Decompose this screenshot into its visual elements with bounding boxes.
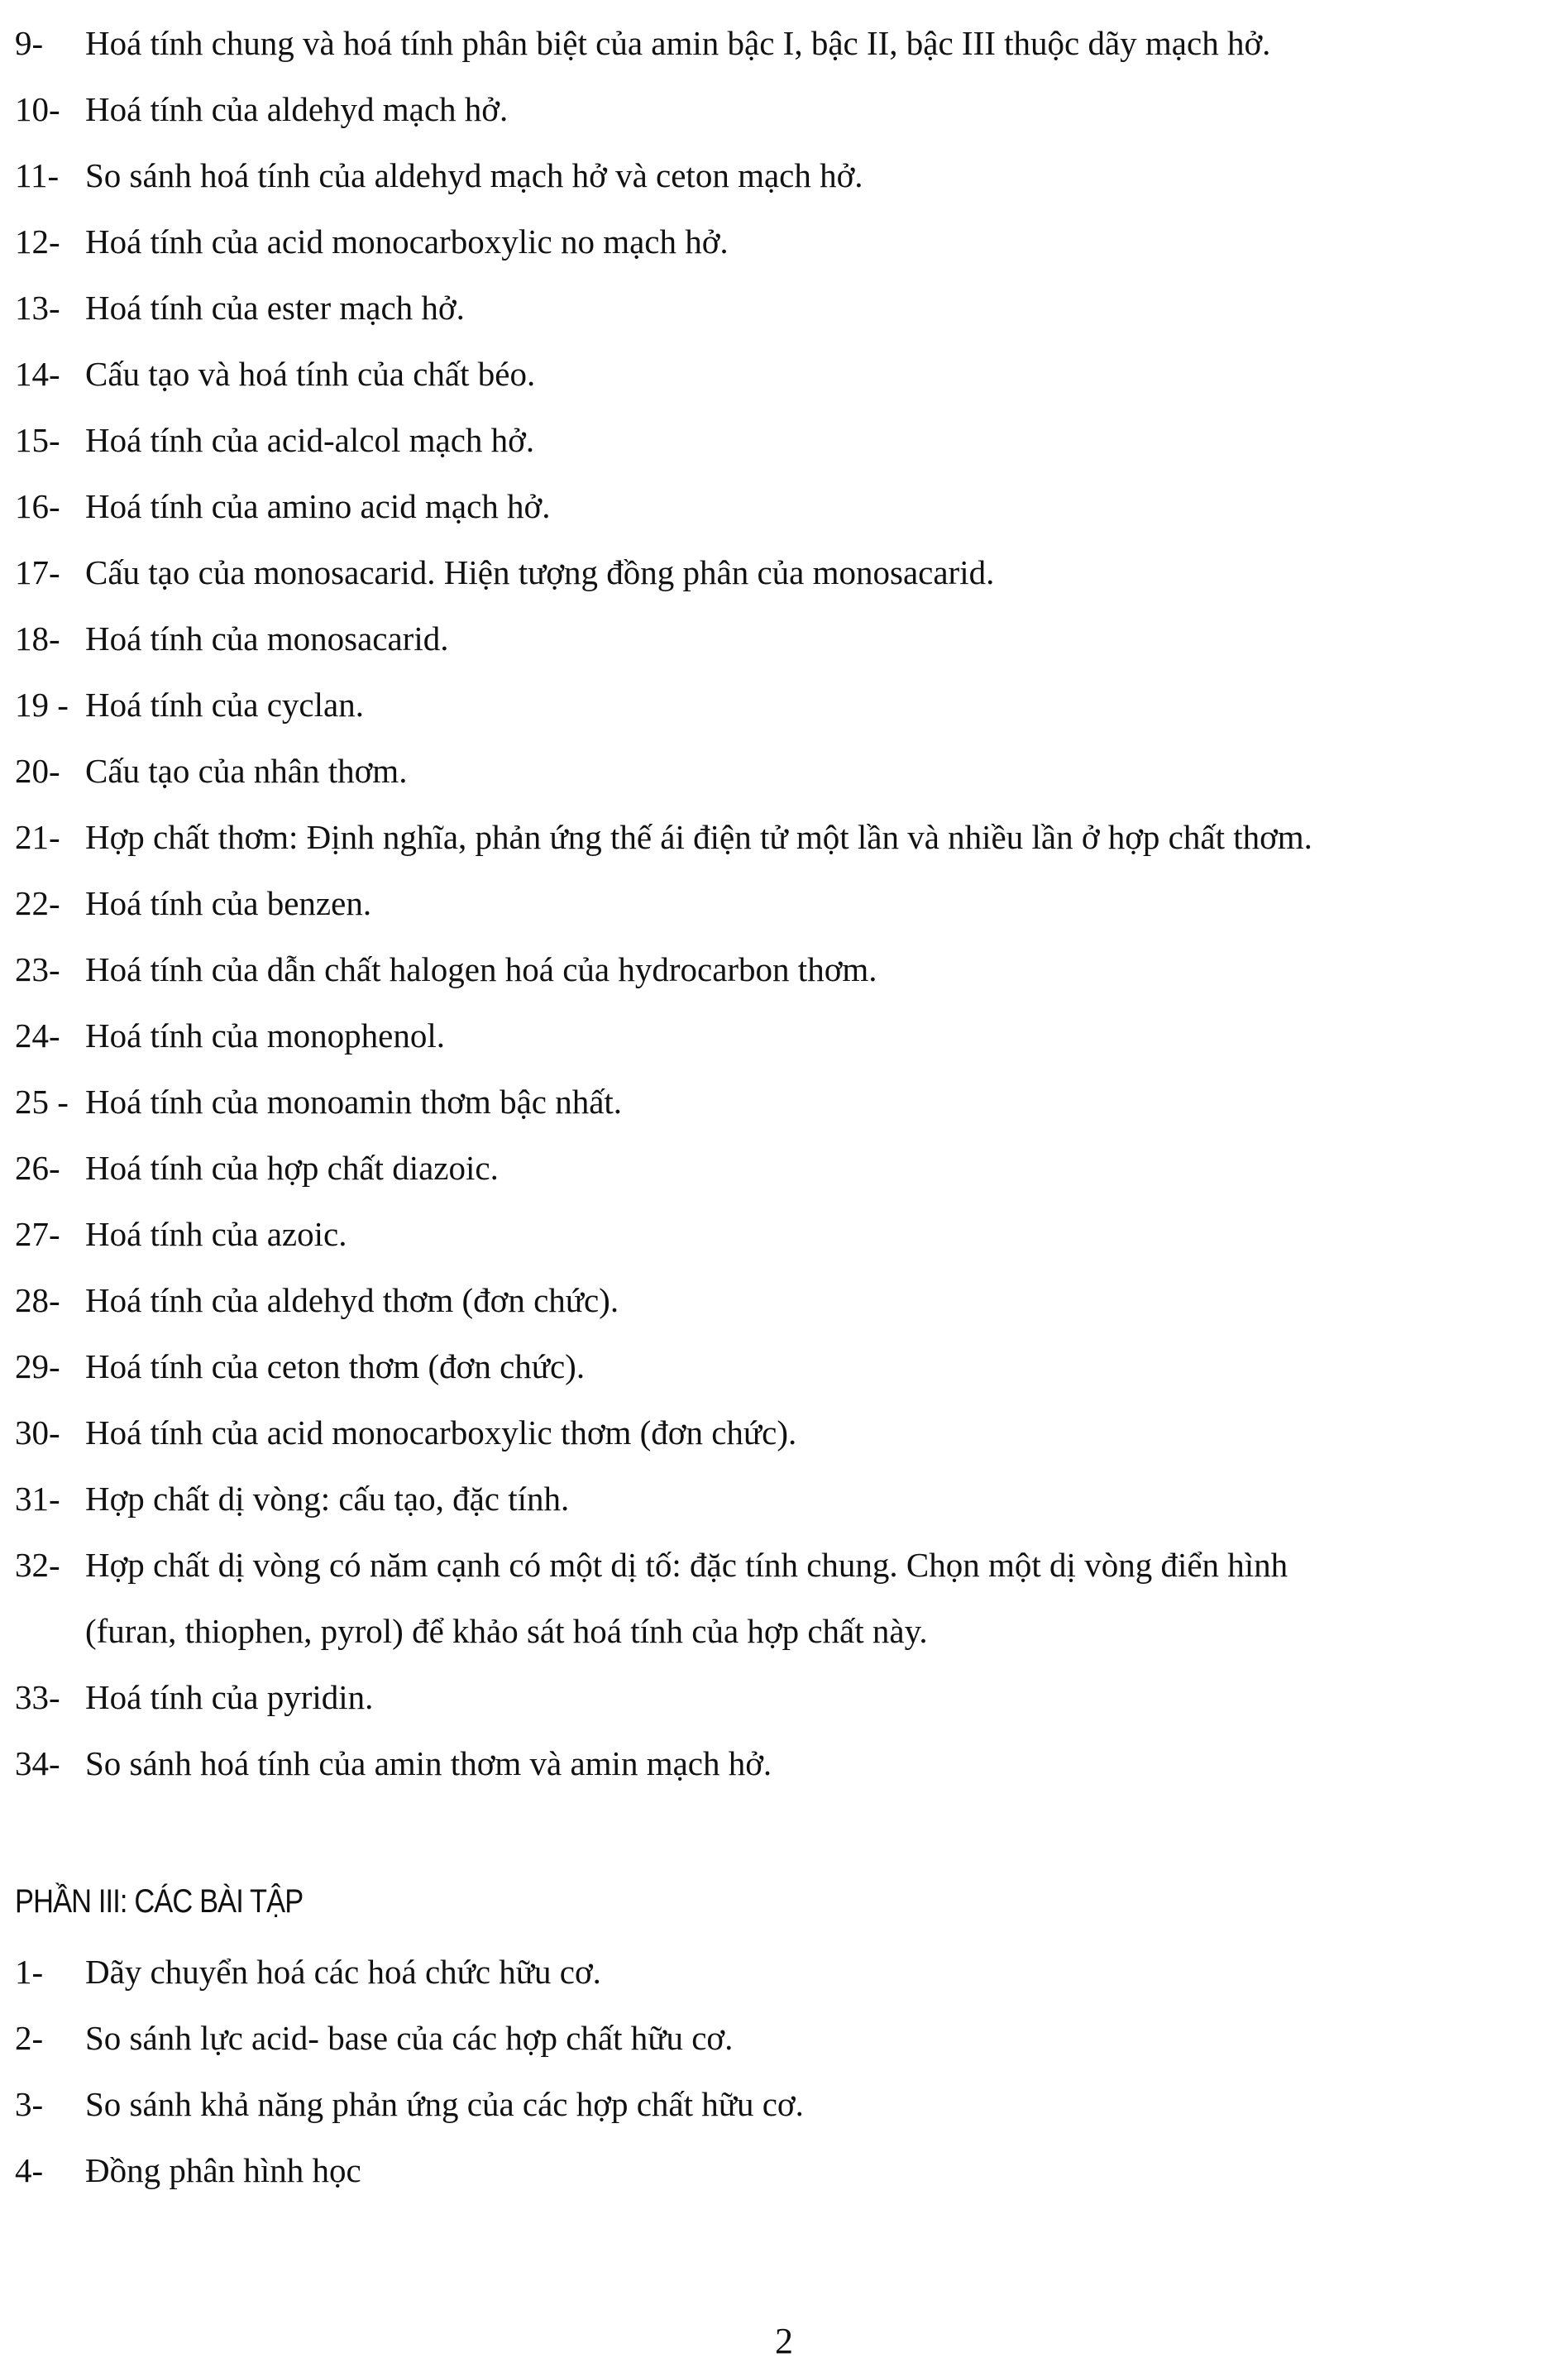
item-text: Hoá tính của monosacarid.	[85, 619, 449, 658]
list-item	[15, 142, 1561, 208]
item-text: Hoá tính của acid-alcol mạch hở.	[85, 421, 535, 459]
item-text: So sánh hoá tính của aldehyd mạch hở và ceton mạch hở.	[85, 156, 863, 194]
list-item-continuation: (furan, thiophen, pyrol) để khảo sát hoá tính của hợp chất này.	[85, 1612, 928, 1650]
item-text: Hoá tính của aldehyd thơm (đơn chức).	[85, 1281, 619, 1319]
topic-list	[15, 10, 1561, 1796]
item-text: Hợp chất dị vòng: cấu tạo, đặc tính.	[85, 1480, 570, 1518]
item-number: 31-	[15, 1480, 60, 1518]
item-text: Hoá tính chung và hoá tính phân biệt của amin bậc I, bậc II, bậc III thuộc dãy mạch hở.	[85, 24, 1271, 62]
item-number: 18-	[15, 619, 60, 658]
item-number: 19 -	[15, 686, 69, 724]
list-item	[15, 1730, 1561, 1796]
item-number: 25 -	[15, 1083, 69, 1121]
list-item	[15, 407, 1561, 473]
list-item	[15, 539, 1561, 605]
list-item	[15, 1267, 1561, 1333]
item-number: 16-	[15, 487, 60, 525]
item-number: 22-	[15, 884, 60, 922]
list-item	[15, 2071, 1561, 2137]
item-text: Hoá tính của monophenol.	[85, 1016, 445, 1055]
item-text: Hoá tính của dẫn chất halogen hoá của hydrocarbon thơm.	[85, 950, 877, 988]
item-text: Hoá tính của acid monocarboxylic no mạch hở.	[85, 222, 729, 261]
item-number: 29-	[15, 1347, 60, 1385]
item-text: Hoá tính của ceton thơm (đơn chức).	[85, 1347, 586, 1385]
list-item	[15, 1399, 1561, 1466]
item-text: Hợp chất dị vòng có năm cạnh có một dị tố: đặc tính chung. Chọn một dị vòng điển hình	[85, 1546, 1288, 1584]
list-item	[15, 1002, 1561, 1069]
exercise-list	[15, 1939, 1561, 2203]
list-item	[15, 804, 1561, 870]
item-text: Hoá tính của acid monocarboxylic thơm (đơn chức).	[85, 1413, 797, 1452]
item-number: 4-	[15, 2151, 44, 2189]
item-text: Cấu tạo và hoá tính của chất béo.	[85, 355, 536, 393]
item-text: Hoá tính của monoamin thơm bậc nhất.	[85, 1083, 623, 1121]
item-text: Hoá tính của hợp chất diazoic.	[85, 1149, 499, 1187]
item-text: Hợp chất thơm: Định nghĩa, phản ứng thế ái điện tử một lần và nhiều lần ở hợp chất thơm.	[85, 818, 1312, 856]
item-text: Cấu tạo của monosacarid. Hiện tượng đồng phân của monosacarid.	[85, 553, 995, 591]
item-number: 14-	[15, 355, 60, 393]
list-item	[15, 672, 1561, 738]
item-text: Hoá tính của aldehyd mạch hở.	[85, 90, 509, 128]
list-item	[15, 1135, 1561, 1201]
list-item	[15, 738, 1561, 804]
item-text: Hoá tính của benzen.	[85, 884, 372, 922]
item-number: 10-	[15, 90, 60, 128]
item-text: Hoá tính của pyridin.	[85, 1678, 374, 1716]
item-text: Hoá tính của ester mạch hở.	[85, 289, 465, 327]
item-text: So sánh khả năng phản ứng của các hợp chất hữu cơ.	[85, 2085, 804, 2123]
list-item	[15, 2005, 1561, 2071]
item-text: Hoá tính của amino acid mạch hở.	[85, 487, 551, 525]
item-text: So sánh hoá tính của amin thơm và amin mạch hở.	[85, 1744, 772, 1782]
item-number: 3-	[15, 2085, 44, 2123]
list-item	[15, 275, 1561, 341]
list-item	[15, 1069, 1561, 1135]
list-item	[15, 1201, 1561, 1267]
item-number: 30-	[15, 1413, 60, 1452]
item-number: 34-	[15, 1744, 60, 1782]
list-item	[15, 1532, 1561, 1598]
item-number: 21-	[15, 818, 60, 856]
list-item	[15, 10, 1561, 76]
list-item	[15, 2137, 1561, 2203]
item-text: Cấu tạo của nhân thơm.	[85, 752, 408, 790]
item-number: 13-	[15, 289, 60, 327]
item-number: 33-	[15, 1678, 60, 1716]
list-item	[15, 341, 1561, 407]
item-number: 15-	[15, 421, 60, 459]
list-item	[15, 870, 1561, 936]
item-number: 12-	[15, 222, 60, 261]
list-item	[15, 208, 1561, 275]
list-item	[15, 473, 1561, 539]
list-item	[15, 76, 1561, 142]
list-item	[15, 936, 1561, 1002]
page-number: 2	[775, 2321, 793, 2361]
item-number: 27-	[15, 1215, 60, 1253]
item-number: 20-	[15, 752, 60, 790]
item-number: 1-	[15, 1953, 44, 1991]
item-number: 17-	[15, 553, 60, 591]
list-item	[15, 605, 1561, 672]
item-number: 2-	[15, 2019, 44, 2057]
item-number: 11-	[15, 156, 60, 194]
item-number: 32-	[15, 1546, 60, 1584]
item-text: Hoá tính của cyclan.	[85, 686, 364, 724]
list-item	[15, 1333, 1561, 1399]
section-heading: PHẦN III: CÁC BÀI TẬP	[15, 1883, 304, 1920]
item-text: So sánh lực acid- base của các hợp chất hữu cơ.	[85, 2019, 734, 2057]
list-item	[15, 1664, 1561, 1730]
list-item	[15, 1939, 1561, 2005]
item-text: Đồng phân hình học	[85, 2151, 361, 2189]
item-text: Hoá tính của azoic.	[85, 1215, 347, 1253]
item-number: 9-	[15, 24, 44, 62]
item-number: 24-	[15, 1016, 60, 1055]
item-number: 23-	[15, 950, 60, 988]
item-text: Dãy chuyển hoá các hoá chức hữu cơ.	[85, 1953, 601, 1991]
list-item	[15, 1466, 1561, 1532]
item-number: 26-	[15, 1149, 60, 1187]
item-number: 28-	[15, 1281, 60, 1319]
